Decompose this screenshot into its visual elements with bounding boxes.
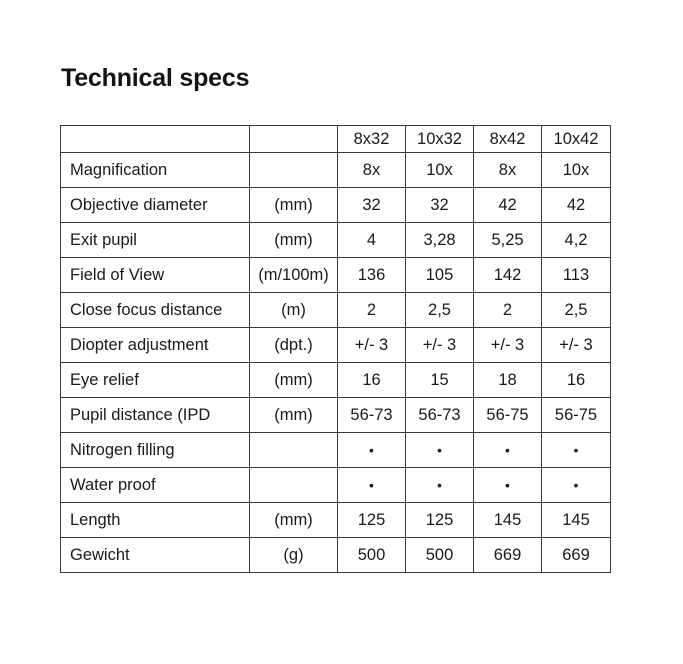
cell-value: 105 — [406, 258, 474, 293]
row-unit: (dpt.) — [250, 328, 338, 363]
column-header: 10x32 — [406, 126, 474, 153]
row-unit: (mm) — [250, 188, 338, 223]
cell-value: 56-75 — [474, 398, 542, 433]
row-unit: (mm) — [250, 223, 338, 258]
row-label: Length — [61, 503, 250, 538]
bullet-icon: • — [406, 433, 474, 468]
cell-value: 113 — [542, 258, 611, 293]
cell-value: 3,28 — [406, 223, 474, 258]
table-header-row — [61, 126, 611, 153]
column-header: 8x42 — [474, 126, 542, 153]
table-row — [61, 503, 611, 538]
cell-value: +/- 3 — [338, 328, 406, 363]
row-label: Gewicht — [61, 538, 250, 573]
cell-value: +/- 3 — [474, 328, 542, 363]
row-unit: (mm) — [250, 398, 338, 433]
cell-value: 669 — [474, 538, 542, 573]
table-row — [61, 293, 611, 328]
cell-value: 2,5 — [406, 293, 474, 328]
row-label: Eye relief — [61, 363, 250, 398]
cell-value: 145 — [542, 503, 611, 538]
cell-value: 2 — [474, 293, 542, 328]
cell-value: 500 — [406, 538, 474, 573]
row-unit: (g) — [250, 538, 338, 573]
row-unit: (m) — [250, 293, 338, 328]
column-header: 8x32 — [338, 126, 406, 153]
row-label: Diopter adjustment — [61, 328, 250, 363]
row-unit — [250, 468, 338, 503]
cell-value: 142 — [474, 258, 542, 293]
table-row — [61, 468, 611, 503]
cell-value: 56-75 — [542, 398, 611, 433]
cell-value: 42 — [542, 188, 611, 223]
cell-value: 8x — [474, 153, 542, 188]
cell-value: +/- 3 — [406, 328, 474, 363]
cell-value: 500 — [338, 538, 406, 573]
cell-value: 56-73 — [338, 398, 406, 433]
bullet-icon: • — [338, 433, 406, 468]
bullet-icon: • — [542, 468, 611, 503]
cell-value: 2 — [338, 293, 406, 328]
cell-value: 16 — [338, 363, 406, 398]
cell-value: 42 — [474, 188, 542, 223]
cell-value: 56-73 — [406, 398, 474, 433]
cell-value: 10x — [406, 153, 474, 188]
table-row — [61, 538, 611, 573]
table-row — [61, 363, 611, 398]
header-cell-unit — [250, 126, 338, 153]
header-cell-label — [61, 126, 250, 153]
row-label: Field of View — [61, 258, 250, 293]
cell-value: 5,25 — [474, 223, 542, 258]
bullet-icon: • — [338, 468, 406, 503]
cell-value: 8x — [338, 153, 406, 188]
cell-value: 32 — [406, 188, 474, 223]
row-unit — [250, 433, 338, 468]
bullet-icon: • — [474, 468, 542, 503]
cell-value: 18 — [474, 363, 542, 398]
bullet-icon: • — [406, 468, 474, 503]
cell-value: 136 — [338, 258, 406, 293]
cell-value: 145 — [474, 503, 542, 538]
row-label: Close focus distance — [61, 293, 250, 328]
row-label: Nitrogen filling — [61, 433, 250, 468]
page-title: Technical specs — [61, 64, 250, 92]
cell-value: +/- 3 — [542, 328, 611, 363]
row-label: Exit pupil — [61, 223, 250, 258]
row-label: Water proof — [61, 468, 250, 503]
row-label: Pupil distance (IPD — [61, 398, 250, 433]
column-header: 10x42 — [542, 126, 611, 153]
cell-value: 4,2 — [542, 223, 611, 258]
table-row — [61, 188, 611, 223]
table-row — [61, 258, 611, 293]
cell-value: 669 — [542, 538, 611, 573]
cell-value: 125 — [406, 503, 474, 538]
cell-value: 4 — [338, 223, 406, 258]
table-row — [61, 223, 611, 258]
row-unit: (m/100m) — [250, 258, 338, 293]
cell-value: 10x — [542, 153, 611, 188]
cell-value: 32 — [338, 188, 406, 223]
table-row — [61, 398, 611, 433]
row-unit: (mm) — [250, 363, 338, 398]
table-row — [61, 153, 611, 188]
row-label: Objective diameter — [61, 188, 250, 223]
cell-value: 16 — [542, 363, 611, 398]
bullet-icon: • — [474, 433, 542, 468]
cell-value: 15 — [406, 363, 474, 398]
table-row — [61, 328, 611, 363]
bullet-icon: • — [542, 433, 611, 468]
cell-value: 2,5 — [542, 293, 611, 328]
row-unit — [250, 153, 338, 188]
table-row — [61, 433, 611, 468]
cell-value: 125 — [338, 503, 406, 538]
specs-table — [60, 125, 611, 573]
row-unit: (mm) — [250, 503, 338, 538]
row-label: Magnification — [61, 153, 250, 188]
